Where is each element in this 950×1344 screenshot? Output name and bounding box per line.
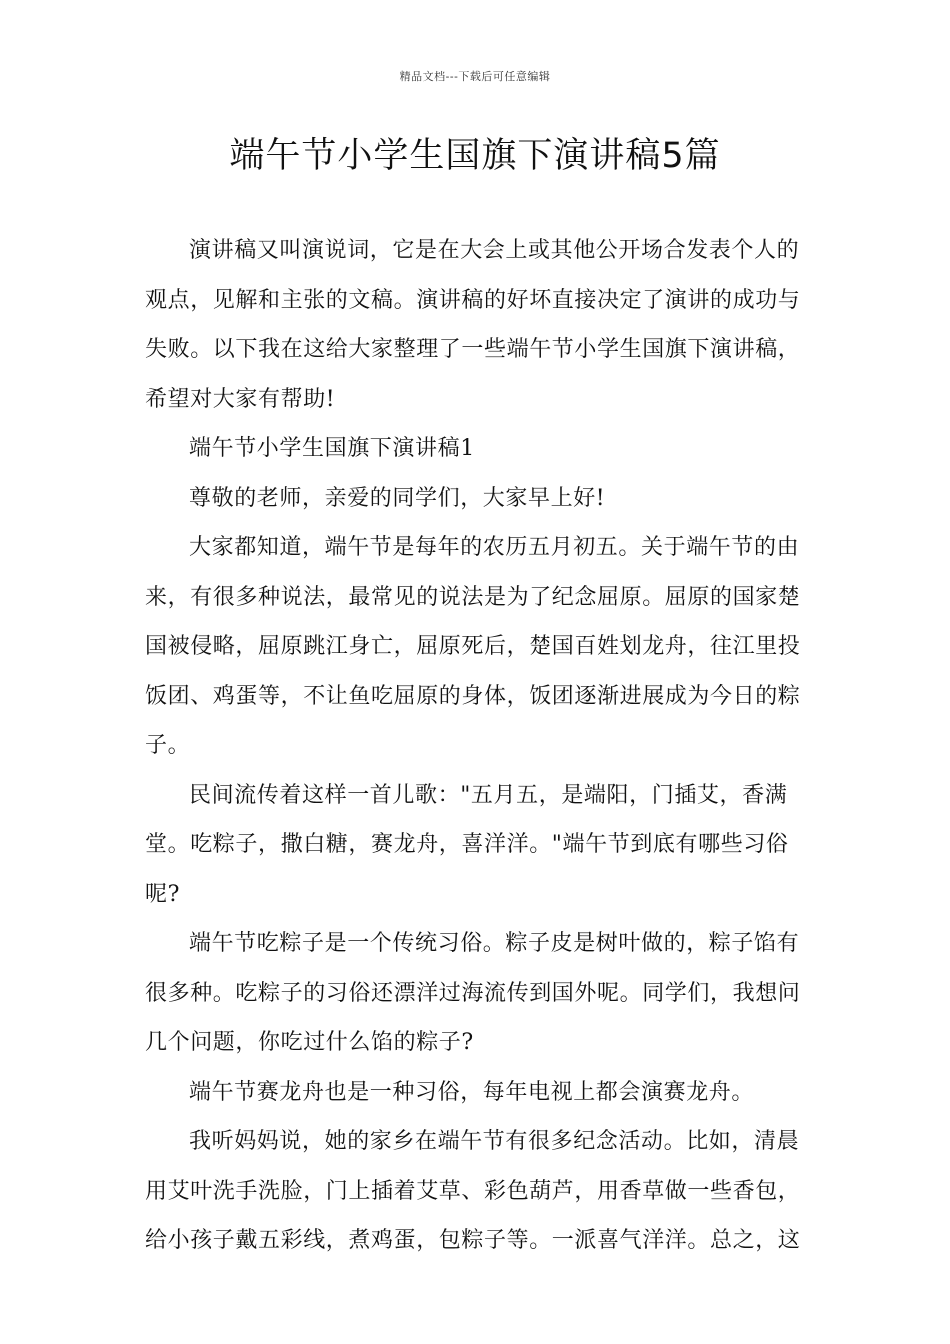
paragraph-dragon-boat: 端午节赛龙舟也是一种习俗，每年电视上都会演赛龙舟。 — [189, 1079, 755, 1105]
paragraph-hometown: 我听妈妈说，她的家乡在端午节有很多纪念活动。比如，清晨用艾叶洗手洗脸，门上插着艾草、彩色葫芦，用香草做一些香包，给小孩子戴五彩线，煮鸡蛋，包粽子等。一派喜气洋洋。总之，这 — [145, 1129, 801, 1253]
paragraph-greeting: 尊敬的老师，亲爱的同学们，大家早上好! — [189, 485, 606, 511]
header-note: 精品文档---下载后可任意编辑 — [399, 70, 551, 83]
paragraph-subtitle: 端午节小学生国旗下演讲稿1 — [189, 436, 475, 461]
paragraph-origin: 大家都知道，端午节是每年的农历五月初五。关于端午节的由来，有很多种说法，最常见的说法是为了纪念屈原。屈原的国家楚国被侵略，屈原跳江身亡，屈原死后，楚国百姓划龙舟，往江里投饭团、鸡蛋等，不让鱼吃屈原的身体，饭团逐渐进展成为今日的粽子。 — [145, 535, 801, 758]
paragraph-zongzi: 端午节吃粽子是一个传统习俗。粽子皮是树叶做的，粽子馅有很多种。吃粽子的习俗还漂洋过海流传到国外呢。同学们，我想问几个问题，你吃过什么馅的粽子? — [145, 931, 801, 1055]
paragraph-intro: 演讲稿又叫演说词，它是在大会上或其他公开场合发表个人的观点，见解和主张的文稿。演讲稿的好坏直接决定了演讲的成功与失败。以下我在这给大家整理了一些端午节小学生国旗下演讲稿，希望对大家有帮助! — [145, 238, 801, 412]
document-body — [145, 226, 817, 1266]
page-title: 端午节小学生国旗下演讲稿5篇 — [229, 136, 721, 176]
paragraph-folk-song: 民间流传着这样一首儿歌："五月五，是端阳，门插艾，香满堂。吃粽子，撒白糖，赛龙舟，喜洋洋。"端午节到底有哪些习俗呢? — [145, 782, 789, 907]
